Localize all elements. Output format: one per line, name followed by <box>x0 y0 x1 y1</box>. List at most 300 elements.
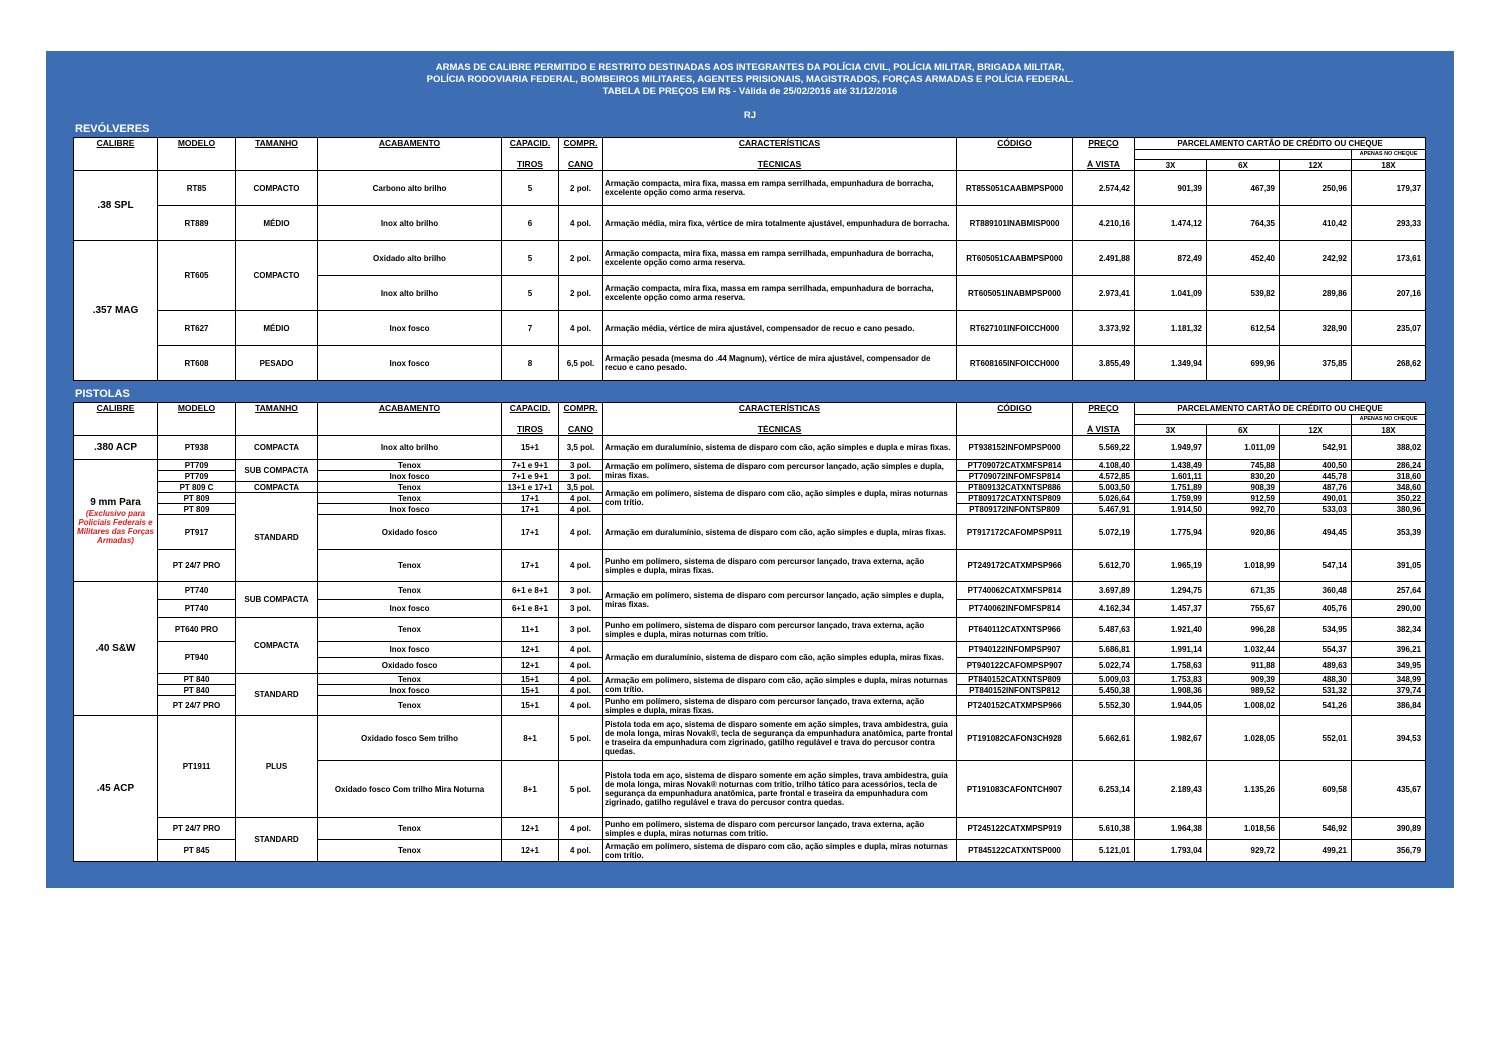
codigo-cell: PT640112CATXNTSP966 <box>957 618 1073 642</box>
parcela-6x-cell: 1.135,26 <box>1207 761 1280 818</box>
acabamento-cell: Oxidado alto brilho <box>318 241 502 276</box>
parcela-6x-cell: 989,52 <box>1207 685 1280 696</box>
codigo-cell: RT627101INFOICCH000 <box>957 311 1073 346</box>
codigo-cell: PT917172CAFOMPSP911 <box>957 515 1073 550</box>
title-line-2: POLÍCIA RODOVIARIA FEDERAL, BOMBEIROS MILITARES, AGENTES PRISIONAIS, MAGISTRADOS, FORÇAS ARMADAS E POLÍCIA FEDERAL. <box>426 74 1074 85</box>
acabamento-cell: Inox fosco <box>318 685 502 696</box>
codigo-cell: PT845122CATXNTSP000 <box>957 840 1073 862</box>
cano-cell: 2 pol. <box>559 171 603 206</box>
acabamento-cell: Tenox <box>318 482 502 493</box>
tamanho-cell: STANDARD <box>236 818 318 862</box>
descricao-cell: Armação compacta, mira fixa, massa em rampa serrilhada, empunhadura de borracha, excelente opção como arma reserva. <box>603 171 957 206</box>
preco-vista-cell: 5.487,63 <box>1073 618 1135 642</box>
capacidade-cell: 8+1 <box>502 716 559 761</box>
parcela-18x-cell: 353,39 <box>1352 515 1426 550</box>
parcela-3x-cell: 1.965,19 <box>1135 550 1207 582</box>
codigo-cell: PT240152CATXMPSP966 <box>957 696 1073 716</box>
preco-vista-cell: 2.973,41 <box>1073 276 1135 311</box>
header-cano: CANO <box>559 160 603 171</box>
parcela-12x-cell: 554,37 <box>1280 642 1352 658</box>
state-label: RJ <box>743 110 757 121</box>
parcela-18x-cell: 382,34 <box>1352 618 1426 642</box>
calibre-cell: .38 SPL <box>74 171 158 241</box>
calibre-9mm-label: 9 mm Para <box>90 496 141 508</box>
parcela-12x-cell: 534,95 <box>1280 618 1352 642</box>
descricao-cell: Punho em polímero, sistema de disparo com percursor lançado, trava externa, ação simples e dupla, miras noturnas com trítio. <box>603 618 957 642</box>
descricao-cell: Armação em duralumínio, sistema de disparo com cão, ação simples edupla, miras fixas. <box>603 642 957 674</box>
parcela-3x-cell: 1.474,12 <box>1135 206 1207 241</box>
calibre-cell: .40 S&W <box>74 582 158 716</box>
parcela-18x-cell: 290,00 <box>1352 600 1426 618</box>
preco-vista-cell: 5.612,70 <box>1073 550 1135 582</box>
preco-vista-cell: 5.026,64 <box>1073 493 1135 504</box>
parcela-18x-cell: 348,60 <box>1352 482 1426 493</box>
parcela-12x-cell: 250,96 <box>1280 171 1352 206</box>
preco-vista-cell: 2.574,42 <box>1073 171 1135 206</box>
capacidade-cell: 12+1 <box>502 658 559 674</box>
parcela-12x-cell: 499,21 <box>1280 840 1352 862</box>
capacidade-cell: 15+1 <box>502 685 559 696</box>
capacidade-cell: 6+1 e 8+1 <box>502 600 559 618</box>
cano-cell: 4 pol. <box>559 674 603 685</box>
parcela-18x-cell: 348,99 <box>1352 674 1426 685</box>
parcela-6x-cell: 909,39 <box>1207 674 1280 685</box>
codigo-cell: PT809172CATXNTSP809 <box>957 493 1073 504</box>
descricao-cell: Armação em polímero, sistema de disparo com cão, ação simples e dupla, miras noturnas com trítio. <box>603 840 957 862</box>
capacidade-cell: 12+1 <box>502 818 559 840</box>
calibre-cell: .45 ACP <box>74 716 158 862</box>
header-tecnicas: TÉCNICAS <box>603 160 957 171</box>
header-12x: 12X <box>1280 160 1352 171</box>
parcela-12x-cell: 445,78 <box>1280 471 1352 482</box>
parcela-6x-cell: 1.018,99 <box>1207 550 1280 582</box>
preco-vista-cell: 5.569,22 <box>1073 436 1135 460</box>
table-row <box>74 716 1426 761</box>
header-apenas-cheque: APENAS NO CHEQUE <box>1352 150 1426 160</box>
modelo-cell: RT85 <box>158 171 236 206</box>
header-acabamento: ACABAMENTO <box>318 403 502 415</box>
cano-cell: 3 pol. <box>559 600 603 618</box>
descricao-cell: Armação pesada (mesma do .44 Magnum), vértice de mira ajustável, compensador de recuo e cano pesado. <box>603 346 957 381</box>
descricao-cell: Armação em duralumínio, sistema de disparo com cão, ação simples e dupla, miras fixas. <box>603 515 957 550</box>
header-3x: 3X <box>1135 160 1207 171</box>
acabamento-cell: Inox fosco <box>318 504 502 515</box>
codigo-cell: PT740062INFOMFSP814 <box>957 600 1073 618</box>
parcela-12x-cell: 494,45 <box>1280 515 1352 550</box>
parcela-6x-cell: 920,86 <box>1207 515 1280 550</box>
preco-vista-cell: 5.009,03 <box>1073 674 1135 685</box>
descricao-cell: Punho em polímero, sistema de disparo com percursor lançado, trava externa, ação simples e dupla, miras fixas. <box>603 550 957 582</box>
descricao-cell: Armação média, vértice de mira ajustável, compensador de recuo e cano pesado. <box>603 311 957 346</box>
header-codigo: CÓDIGO <box>957 138 1073 150</box>
parcela-18x-cell: 207,16 <box>1352 276 1426 311</box>
parcela-6x-cell: 755,67 <box>1207 600 1280 618</box>
cano-cell: 2 pol. <box>559 276 603 311</box>
cano-cell: 4 pol. <box>559 840 603 862</box>
price-table-panel <box>46 51 1454 888</box>
parcela-6x-cell: 539,82 <box>1207 276 1280 311</box>
descricao-cell: Punho em polímero, sistema de disparo com percursor lançado, trava externa, ação simples e dupla, miras fixas. <box>603 696 957 716</box>
table-row <box>74 346 1426 381</box>
modelo-cell: PT 840 <box>158 685 236 696</box>
modelo-cell: RT627 <box>158 311 236 346</box>
header-preco: PREÇO <box>1073 403 1135 415</box>
parcela-3x-cell: 1.758,63 <box>1135 658 1207 674</box>
capacidade-cell: 15+1 <box>502 674 559 685</box>
preco-vista-cell: 2.491,88 <box>1073 241 1135 276</box>
parcela-3x-cell: 1.949,97 <box>1135 436 1207 460</box>
modelo-cell: PT917 <box>158 515 236 550</box>
descricao-cell: Armação média, mira fixa, vértice de mira totalmente ajustável, empunhadura de borracha. <box>603 206 957 241</box>
parcela-3x-cell: 1.601,11 <box>1135 471 1207 482</box>
codigo-cell: RT608165INFOICCH000 <box>957 346 1073 381</box>
parcela-12x-cell: 609,58 <box>1280 761 1352 818</box>
parcela-3x-cell: 1.294,75 <box>1135 582 1207 600</box>
parcela-3x-cell: 1.457,37 <box>1135 600 1207 618</box>
modelo-cell: PT 809 <box>158 493 236 504</box>
cano-cell: 4 pol. <box>559 658 603 674</box>
parcela-3x-cell: 2.189,43 <box>1135 761 1207 818</box>
table-row <box>74 818 1426 840</box>
parcela-6x-cell: 830,20 <box>1207 471 1280 482</box>
tamanho-cell: PLUS <box>236 716 318 818</box>
acabamento-cell: Tenox <box>318 818 502 840</box>
table-row <box>74 460 1426 471</box>
parcela-3x-cell: 1.991,14 <box>1135 642 1207 658</box>
parcela-18x-cell: 173,61 <box>1352 241 1426 276</box>
codigo-cell: PT940122INFOMPSP907 <box>957 642 1073 658</box>
table-row <box>74 582 1426 600</box>
parcela-3x-cell: 901,39 <box>1135 171 1207 206</box>
parcela-6x-cell: 929,72 <box>1207 840 1280 862</box>
preco-vista-cell: 3.855,49 <box>1073 346 1135 381</box>
parcela-18x-cell: 356,79 <box>1352 840 1426 862</box>
parcela-3x-cell: 1.793,04 <box>1135 840 1207 862</box>
acabamento-cell: Tenox <box>318 674 502 685</box>
descricao-cell: Armação em polímero, sistema de disparo com percursor lançado, ação simples e dupla, miras fixas. <box>603 460 957 482</box>
cano-cell: 3 pol. <box>559 582 603 600</box>
preco-vista-cell: 4.108,40 <box>1073 460 1135 471</box>
tamanho-cell: COMPACTA <box>236 436 318 460</box>
cano-cell: 4 pol. <box>559 818 603 840</box>
capacidade-cell: 15+1 <box>502 696 559 716</box>
pistolas-table <box>73 402 1426 862</box>
acabamento-cell: Inox fosco <box>318 346 502 381</box>
preco-vista-cell: 4.572,85 <box>1073 471 1135 482</box>
preco-vista-cell: 3.697,89 <box>1073 582 1135 600</box>
capacidade-cell: 7 <box>502 311 559 346</box>
acabamento-cell: Inox alto brilho <box>318 436 502 460</box>
acabamento-cell: Oxidado fosco <box>318 658 502 674</box>
descricao-cell: Armação em duralumínio, sistema de disparo com cão, ação simples e dupla e miras fixas. <box>603 436 957 460</box>
parcela-3x-cell: 1.751,89 <box>1135 482 1207 493</box>
parcela-18x-cell: 391,05 <box>1352 550 1426 582</box>
acabamento-cell: Tenox <box>318 840 502 862</box>
cano-cell: 4 pol. <box>559 206 603 241</box>
parcela-12x-cell: 375,85 <box>1280 346 1352 381</box>
header-capacid: CAPACID. <box>502 138 559 150</box>
parcela-12x-cell: 410,42 <box>1280 206 1352 241</box>
parcela-12x-cell: 531,32 <box>1280 685 1352 696</box>
header-cano: CANO <box>559 425 603 436</box>
capacidade-cell: 12+1 <box>502 840 559 862</box>
tamanho-cell: STANDARD <box>236 674 318 716</box>
acabamento-cell: Tenox <box>318 618 502 642</box>
table-row <box>74 618 1426 642</box>
header-6x: 6X <box>1207 425 1280 436</box>
header-parcelamento: PARCELAMENTO CARTÃO DE CRÉDITO OU CHEQUE <box>1135 403 1426 415</box>
parcela-12x-cell: 546,92 <box>1280 818 1352 840</box>
parcela-6x-cell: 699,96 <box>1207 346 1280 381</box>
cano-cell: 3,5 pol. <box>559 482 603 493</box>
cano-cell: 4 pol. <box>559 696 603 716</box>
header-12x: 12X <box>1280 425 1352 436</box>
parcela-3x-cell: 1.982,67 <box>1135 716 1207 761</box>
parcela-3x-cell: 1.944,05 <box>1135 696 1207 716</box>
capacidade-cell: 5 <box>502 276 559 311</box>
parcela-12x-cell: 533,03 <box>1280 504 1352 515</box>
capacidade-cell: 8+1 <box>502 761 559 818</box>
revolveres-table <box>73 137 1426 381</box>
tamanho-cell: MÉDIO <box>236 311 318 346</box>
tamanho-cell: COMPACTO <box>236 241 318 311</box>
cano-cell: 3 pol. <box>559 618 603 642</box>
tamanho-cell: PESADO <box>236 346 318 381</box>
header-capacid: CAPACID. <box>502 403 559 415</box>
preco-vista-cell: 5.610,38 <box>1073 818 1135 840</box>
table-row <box>74 206 1426 241</box>
parcela-6x-cell: 452,40 <box>1207 241 1280 276</box>
capacidade-cell: 6+1 e 8+1 <box>502 582 559 600</box>
parcela-3x-cell: 1.908,36 <box>1135 685 1207 696</box>
header-apenas-cheque: APENAS NO CHEQUE <box>1352 415 1426 425</box>
descricao-cell: Armação compacta, mira fixa, massa em rampa serrilhada, empunhadura de borracha, excelente opção como arma reserva. <box>603 241 957 276</box>
codigo-cell: RT889101INABMISP000 <box>957 206 1073 241</box>
descricao-cell: Armação em polímero, sistema de disparo com cão, ação simples e dupla, miras noturnas com trítio. <box>603 674 957 696</box>
descricao-cell: Punho em polímero, sistema de disparo com percursor lançado, trava externa, ação simples e dupla, miras noturnas com trítio. <box>603 818 957 840</box>
modelo-cell: PT740 <box>158 582 236 600</box>
section-revolveres: REVÓLVERES <box>75 123 150 135</box>
parcela-12x-cell: 490,01 <box>1280 493 1352 504</box>
parcela-18x-cell: 179,37 <box>1352 171 1426 206</box>
header-modelo: MODELO <box>158 403 236 415</box>
acabamento-cell: Inox fosco <box>318 600 502 618</box>
parcela-12x-cell: 289,86 <box>1280 276 1352 311</box>
tamanho-cell: COMPACTA <box>236 618 318 674</box>
preco-vista-cell: 5.552,30 <box>1073 696 1135 716</box>
acabamento-cell: Inox fosco <box>318 311 502 346</box>
codigo-cell: PT249172CATXMPSP966 <box>957 550 1073 582</box>
codigo-cell: RT605051CAABMPSP000 <box>957 241 1073 276</box>
cano-cell: 4 pol. <box>559 515 603 550</box>
capacidade-cell: 17+1 <box>502 550 559 582</box>
header-acabamento: ACABAMENTO <box>318 138 502 150</box>
title-line-3: TABELA DE PREÇOS EM R$ - Válida de 25/02/2016 até 31/12/2016 <box>602 86 898 97</box>
cano-cell: 2 pol. <box>559 241 603 276</box>
header-codigo: CÓDIGO <box>957 403 1073 415</box>
parcela-6x-cell: 908,39 <box>1207 482 1280 493</box>
parcela-18x-cell: 268,62 <box>1352 346 1426 381</box>
descricao-cell: Armação em polímero, sistema de disparo com cão, ação simples e dupla, miras noturnas com trítio. <box>603 482 957 515</box>
parcela-18x-cell: 257,64 <box>1352 582 1426 600</box>
acabamento-cell: Tenox <box>318 493 502 504</box>
acabamento-cell: Carbono alto brilho <box>318 171 502 206</box>
acabamento-cell: Inox alto brilho <box>318 276 502 311</box>
codigo-cell: PT940122CAFOMPSP907 <box>957 658 1073 674</box>
modelo-cell: PT 845 <box>158 840 236 862</box>
header-calibre: CALIBRE <box>74 403 158 415</box>
acabamento-cell: Oxidado fosco <box>318 515 502 550</box>
header-caracteristicas: CARACTERÍSTICAS <box>603 138 957 150</box>
cano-cell: 4 pol. <box>559 504 603 515</box>
parcela-12x-cell: 489,63 <box>1280 658 1352 674</box>
parcela-12x-cell: 400,50 <box>1280 460 1352 471</box>
codigo-cell: PT938152INFOMPSP000 <box>957 436 1073 460</box>
capacidade-cell: 6 <box>502 206 559 241</box>
descricao-cell: Pistola toda em aço, sistema de disparo somente em ação simples, trava ambidestra, guia de mola longa, miras Novak®, tecla de segurança da empunhadura anatômica, parte frontal e traseira da empunhadura com zigrinado, gatilho regulável e trava do percusor contra quedas. <box>603 716 957 761</box>
header-6x: 6X <box>1207 160 1280 171</box>
calibre-cell <box>74 460 158 582</box>
capacidade-cell: 15+1 <box>502 436 559 460</box>
table-row <box>74 311 1426 346</box>
modelo-cell: PT709 <box>158 460 236 471</box>
parcela-6x-cell: 1.032,44 <box>1207 642 1280 658</box>
cano-cell: 5 pol. <box>559 716 603 761</box>
capacidade-cell: 17+1 <box>502 493 559 504</box>
parcela-3x-cell: 1.921,40 <box>1135 618 1207 642</box>
preco-vista-cell: 3.373,92 <box>1073 311 1135 346</box>
modelo-cell: PT 809 C <box>158 482 236 493</box>
header-preco: PREÇO <box>1073 138 1135 150</box>
parcela-3x-cell: 872,49 <box>1135 241 1207 276</box>
capacidade-cell: 13+1 e 17+1 <box>502 482 559 493</box>
codigo-cell: PT809172INFONTSP809 <box>957 504 1073 515</box>
codigo-cell: PT191083CAFONTCH907 <box>957 761 1073 818</box>
modelo-cell: PT 840 <box>158 674 236 685</box>
codigo-cell: PT709072CATXMFSP814 <box>957 460 1073 471</box>
modelo-cell: PT 24/7 PRO <box>158 818 236 840</box>
parcela-3x-cell: 1.964,38 <box>1135 818 1207 840</box>
capacidade-cell: 7+1 e 9+1 <box>502 460 559 471</box>
modelo-cell: PT1911 <box>158 716 236 818</box>
calibre-cell: .357 MAG <box>74 241 158 381</box>
parcela-6x-cell: 1.011,09 <box>1207 436 1280 460</box>
modelo-cell: RT605 <box>158 241 236 311</box>
cano-cell: 4 pol. <box>559 311 603 346</box>
header-18x: 18X <box>1352 160 1426 171</box>
parcela-12x-cell: 552,01 <box>1280 716 1352 761</box>
acabamento-cell: Inox alto brilho <box>318 206 502 241</box>
table-row <box>74 436 1426 460</box>
modelo-cell: PT740 <box>158 600 236 618</box>
cano-cell: 3,5 pol. <box>559 436 603 460</box>
title-line-1: ARMAS DE CALIBRE PERMITIDO E RESTRITO DESTINADAS AOS INTEGRANTES DA POLÍCIA CIVIL, POLÍCIA MILITAR, BRIGADA MILITAR, <box>435 62 1065 73</box>
parcela-12x-cell: 542,91 <box>1280 436 1352 460</box>
parcela-12x-cell: 541,26 <box>1280 696 1352 716</box>
capacidade-cell: 7+1 e 9+1 <box>502 471 559 482</box>
acabamento-cell: Tenox <box>318 550 502 582</box>
tamanho-cell: COMPACTO <box>236 171 318 206</box>
codigo-cell: PT740062CATXMFSP814 <box>957 582 1073 600</box>
modelo-cell: RT608 <box>158 346 236 381</box>
calibre-cell: .380 ACP <box>74 436 158 460</box>
parcela-6x-cell: 467,39 <box>1207 171 1280 206</box>
descricao-cell: Armação em polímero, sistema de disparo com percursor lançado, ação simples e dupla, miras fixas. <box>603 582 957 618</box>
parcela-18x-cell: 293,33 <box>1352 206 1426 241</box>
modelo-cell: PT 24/7 PRO <box>158 550 236 582</box>
parcela-6x-cell: 612,54 <box>1207 311 1280 346</box>
parcela-3x-cell: 1.914,50 <box>1135 504 1207 515</box>
codigo-cell: PT191082CAFON3CH928 <box>957 716 1073 761</box>
parcela-3x-cell: 1.438,49 <box>1135 460 1207 471</box>
parcela-18x-cell: 394,53 <box>1352 716 1426 761</box>
parcela-18x-cell: 350,22 <box>1352 493 1426 504</box>
parcela-12x-cell: 242,92 <box>1280 241 1352 276</box>
parcela-3x-cell: 1.041,09 <box>1135 276 1207 311</box>
cano-cell: 4 pol. <box>559 642 603 658</box>
parcela-18x-cell: 349,95 <box>1352 658 1426 674</box>
parcela-6x-cell: 1.008,02 <box>1207 696 1280 716</box>
capacidade-cell: 5 <box>502 241 559 276</box>
header-3x: 3X <box>1135 425 1207 436</box>
header-compr: COMPR. <box>559 403 603 415</box>
parcela-18x-cell: 379,74 <box>1352 685 1426 696</box>
table-row <box>74 241 1426 276</box>
parcela-6x-cell: 911,88 <box>1207 658 1280 674</box>
header-a-vista: À VISTA <box>1073 425 1135 436</box>
capacidade-cell: 5 <box>502 171 559 206</box>
preco-vista-cell: 5.022,74 <box>1073 658 1135 674</box>
acabamento-cell: Inox fosco <box>318 471 502 482</box>
table-row <box>74 482 1426 493</box>
header-tecnicas: TÉCNICAS <box>603 425 957 436</box>
parcela-3x-cell: 1.349,94 <box>1135 346 1207 381</box>
tamanho-cell: SUB COMPACTA <box>236 460 318 482</box>
preco-vista-cell: 5.662,61 <box>1073 716 1135 761</box>
parcela-12x-cell: 328,90 <box>1280 311 1352 346</box>
codigo-cell: PT840152INFONTSP812 <box>957 685 1073 696</box>
header-18x: 18X <box>1352 425 1426 436</box>
codigo-cell: PT809132CATXNTSP886 <box>957 482 1073 493</box>
table-row <box>74 674 1426 685</box>
parcela-3x-cell: 1.181,32 <box>1135 311 1207 346</box>
modelo-cell: PT938 <box>158 436 236 460</box>
preco-vista-cell: 5.686,81 <box>1073 642 1135 658</box>
cano-cell: 4 pol. <box>559 550 603 582</box>
header-tiros: TIROS <box>502 160 559 171</box>
descricao-cell: Armação compacta, mira fixa, massa em rampa serrilhada, empunhadura de borracha, excelente opção como arma reserva. <box>603 276 957 311</box>
header-modelo: MODELO <box>158 138 236 150</box>
parcela-6x-cell: 996,28 <box>1207 618 1280 642</box>
preco-vista-cell: 5.072,19 <box>1073 515 1135 550</box>
codigo-cell: PT245122CATXMPSP919 <box>957 818 1073 840</box>
table-row <box>74 171 1426 206</box>
parcela-6x-cell: 1.028,05 <box>1207 716 1280 761</box>
parcela-6x-cell: 912,59 <box>1207 493 1280 504</box>
acabamento-cell: Tenox <box>318 582 502 600</box>
cano-cell: 3 pol. <box>559 460 603 471</box>
tamanho-cell: STANDARD <box>236 493 318 582</box>
header-tiros: TIROS <box>502 425 559 436</box>
acabamento-cell: Oxidado fosco Com trilho Mira Noturna <box>318 761 502 818</box>
preco-vista-cell: 5.467,91 <box>1073 504 1135 515</box>
preco-vista-cell: 4.210,16 <box>1073 206 1135 241</box>
parcela-3x-cell: 1.775,94 <box>1135 515 1207 550</box>
modelo-cell: PT 24/7 PRO <box>158 696 236 716</box>
capacidade-cell: 17+1 <box>502 515 559 550</box>
tamanho-cell: SUB COMPACTA <box>236 582 318 618</box>
header-tamanho: TAMANHO <box>236 403 318 415</box>
